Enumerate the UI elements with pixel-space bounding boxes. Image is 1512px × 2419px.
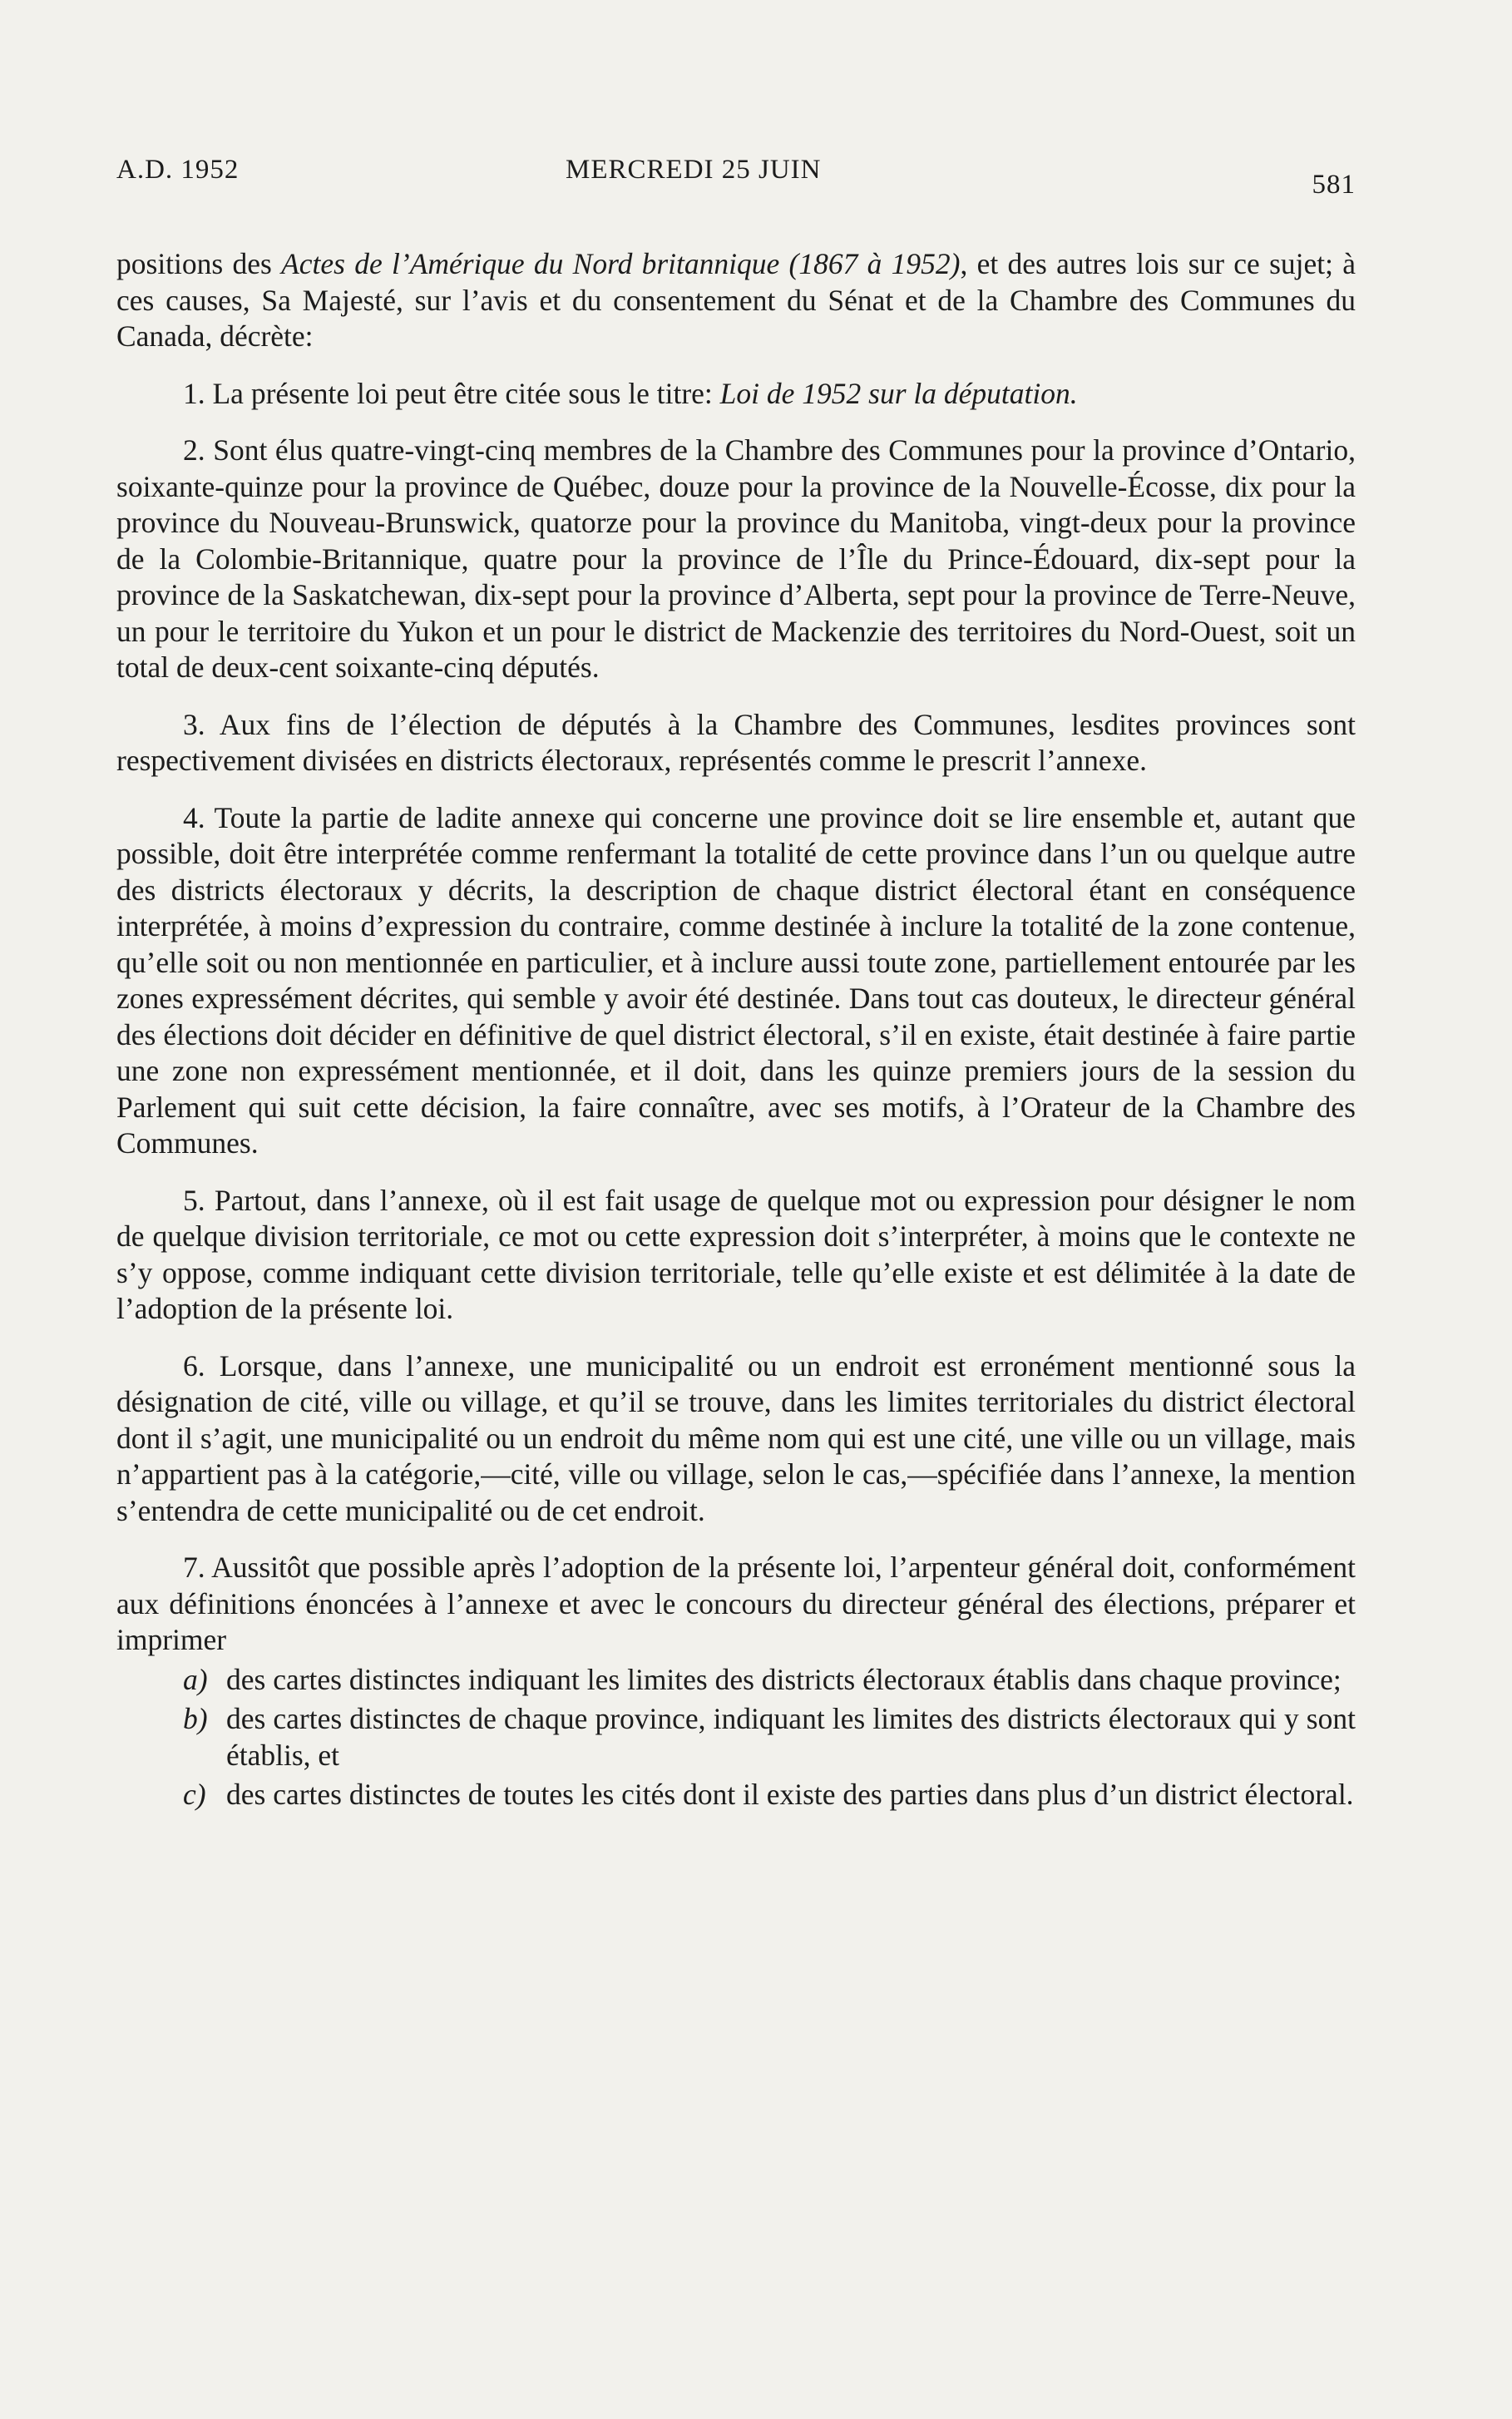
- header-date: MERCREDI 25 JUIN: [566, 155, 822, 185]
- section-7: 7. Aussitôt que possible après l’adoption de la présente loi, l’arpenteur général doit, conformément aux définitions énoncées à l’annexe et avec le concours du directeur général des élections, préparer et imprimer: [116, 1551, 1356, 1656]
- header-year: A.D. 1952: [116, 155, 240, 185]
- list-item-text: des cartes distinctes indiquant les limites des districts électoraux établis dans chaque province;: [226, 1662, 1342, 1696]
- list-item-label: b): [183, 1702, 208, 1735]
- list-item-text: des cartes distinctes de chaque province, indiquant les limites des districts électoraux qui y sont établis, et: [226, 1702, 1356, 1772]
- list-item: [116, 1701, 1356, 1773]
- intro-italic-title: Actes de l’Amérique du Nord britannique (1867 à 1952): [281, 247, 961, 280]
- intro-text-2: , et des autres lois sur ce sujet; à ces causes, Sa Majesté, sur l’avis et du consentement du Sénat et de la Chambre des Communes du Canada, décrète:: [116, 247, 1356, 353]
- list-item: [116, 1662, 1356, 1699]
- section-1-italic-title: Loi de 1952 sur la députation.: [719, 376, 1078, 410]
- list-item: [116, 1777, 1356, 1813]
- list-item-label: a): [183, 1662, 208, 1696]
- section-1-text: 1. La présente loi peut être citée sous le titre:: [183, 376, 720, 410]
- intro-paragraph: [116, 246, 1356, 355]
- section-2: 2. Sont élus quatre-vingt-cinq membres de la Chambre des Communes pour la province d’Ontario, soixante-quinze pour la province de Québec, douze pour la province de la Nouvelle-Écosse, dix pour la province du Nouveau-Brunswick, quatorze pour la province du Manitoba, vingt-deux pour la province de la Colombie-Britannique, quatre pour la province de l’Île du Prince-Édouard, dix-sept pour la province de la Saskatchewan, dix-sept pour la province d’Alberta, sept pour la province de Terre-Neuve, un pour le territoire du Yukon et un pour le district de Mackenzie des territoires du Nord-Ouest, soit un total de deux-cent soixante-cinq députés.: [116, 433, 1356, 684]
- list-item-text: des cartes distinctes de toutes les cités dont il existe des parties dans plus d’un district électoral.: [226, 1778, 1354, 1811]
- running-header: [116, 151, 1356, 201]
- list-item-label: c): [183, 1778, 206, 1811]
- intro-text-1: positions des: [116, 247, 282, 280]
- section-1: [116, 376, 1356, 413]
- document-body: [116, 246, 1356, 1817]
- section-5: 5. Partout, dans l’annexe, où il est fait usage de quelque mot ou expression pour désigner le nom de quelque division territoriale, ce mot ou cette expression doit s’interpréter, à moins que le contexte ne s’y oppose, comme indiquant cette division territoriale, telle qu’elle existe et est délimitée à la date de l’adoption de la présente loi.: [116, 1183, 1356, 1325]
- section-3: 3. Aux fins de l’élection de députés à la Chambre des Communes, lesdites provinces sont respectivement divisées en districts électoraux, représentés comme le prescrit l’annexe.: [116, 707, 1356, 777]
- section-6: 6. Lorsque, dans l’annexe, une municipalité ou un endroit est erronément mentionné sous la désignation de cité, ville ou village, et qu’il se trouve, dans les limites territoriales du district électoral dont il s’agit, une municipalité ou un endroit du même nom qui est une cité, une ville ou un village, mais n’appartient pas à la catégorie,—cité, ville ou village, selon le cas,—spécifiée dans l’annexe, la mention s’entendra de cette municipalité ou de cet endroit.: [116, 1348, 1356, 1527]
- section-4: 4. Toute la partie de ladite annexe qui concerne une province doit se lire ensemble et, autant que possible, doit être interprétée comme renfermant la totalité de cette province dans l’un ou quelque autre des districts électoraux y décrits, la description de chaque district électoral étant en conséquence interprétée, à moins d’expression du contraire, comme destinée à inclure la totalité de la zone contenue, qu’elle soit ou non mentionnée en particulier, et à inclure aussi toute zone, partiellement entourée par les zones expressément décrites, qui semble y avoir été destinée. Dans tout cas douteux, le directeur général des élections doit décider en définitive de quel district électoral, s’il en existe, était destinée à faire partie une zone non expressément mentionnée, et il doit, dans les quinze premiers jours de la session du Parlement qui suit cette décision, la faire connaître, avec ses motifs, à l’Orateur de la Chambre des Communes.: [116, 800, 1356, 1160]
- section-7-list: [116, 1662, 1356, 1813]
- page-number: 581: [1312, 170, 1356, 200]
